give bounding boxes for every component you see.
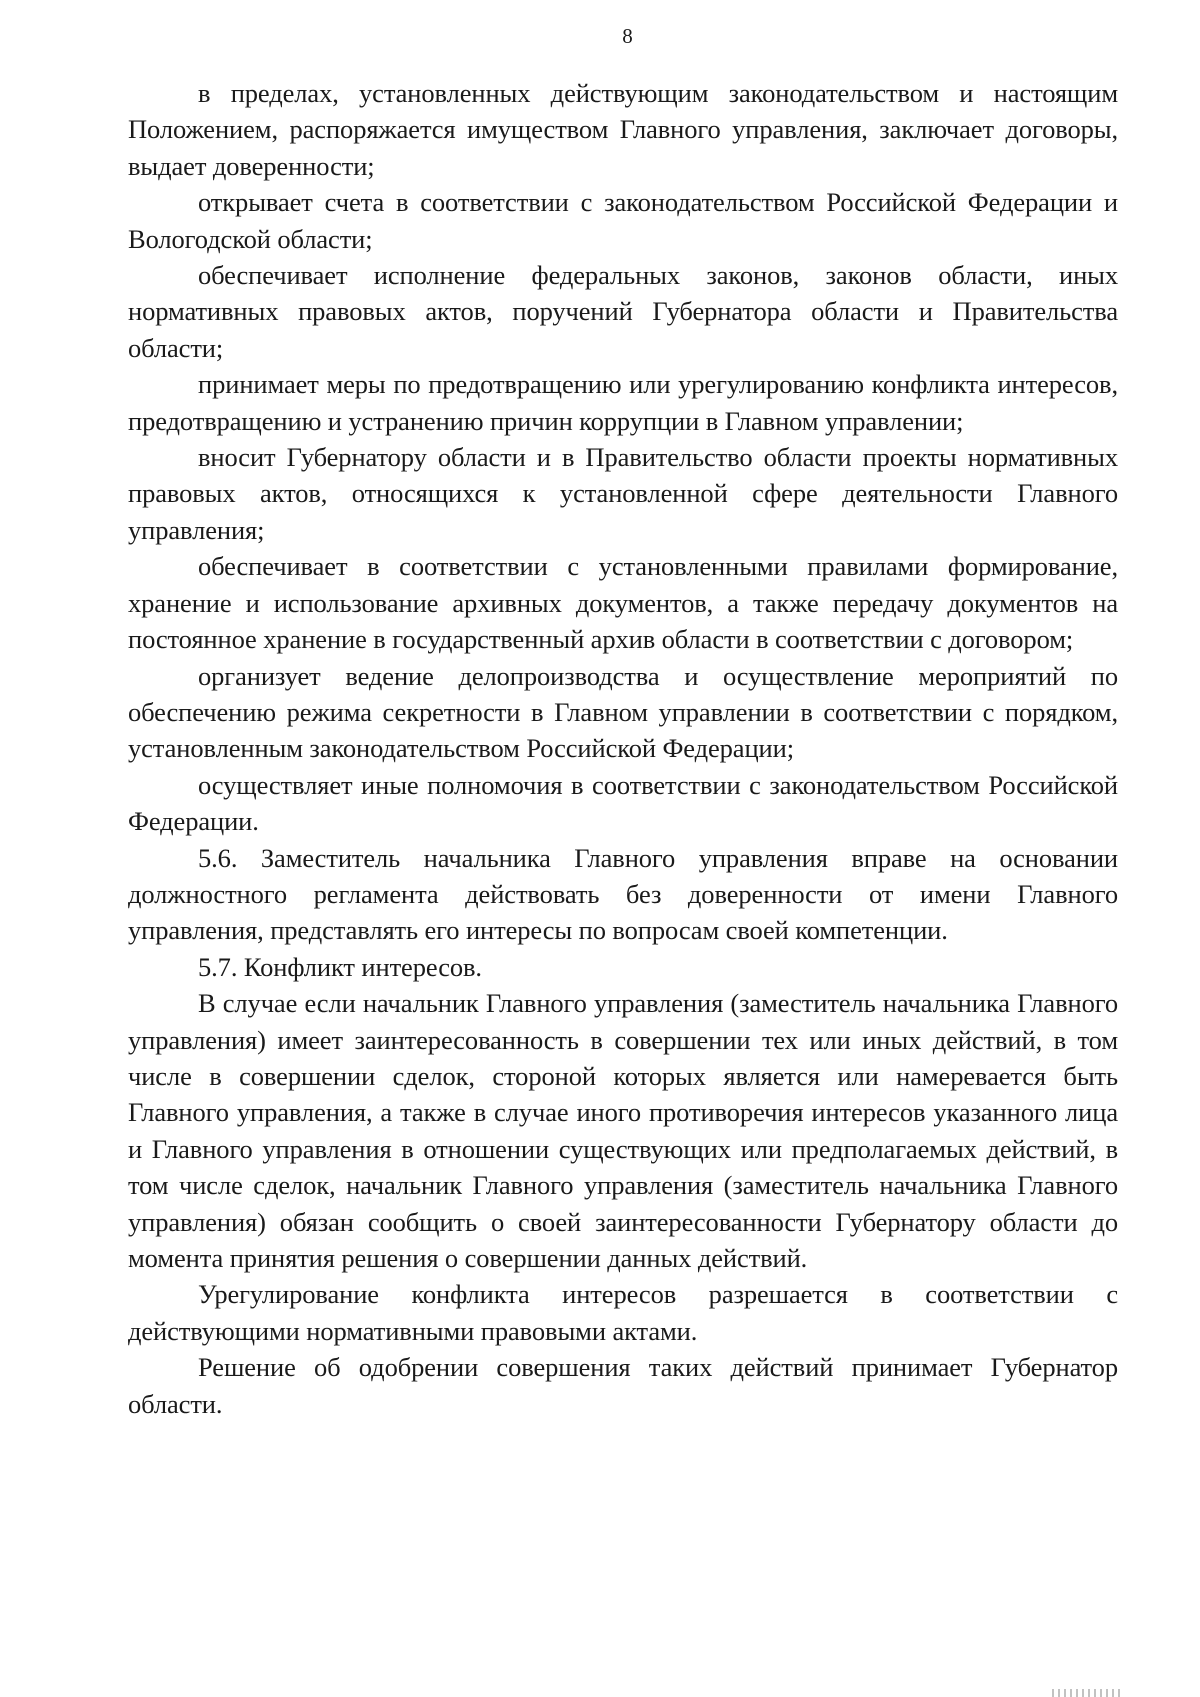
document-body bbox=[128, 75, 1118, 1422]
paragraph-archives: обеспечивает в соответствии с установленными правилами формирование, хранение и использование архивных документов, а также передачу документов на постоянное хранение в государственный архив области в соответствии с договором; bbox=[128, 551, 1118, 655]
paragraph-other-powers: осуществляет иные полномочия в соответствии с законодательством Российской Федерации. bbox=[128, 769, 1118, 837]
paragraph-conflict-case: В случае если начальник Главного управления (заместитель начальника Главного управления) имеет заинтересованность в совершении тех или иных действий, в том числе в совершении сделок, стороной которых является или намеревается быть Главного управления, а также в случае иного противоречия интересов указанного лица и Главного управления в отношении существующих или предполагаемых действий, в том числе сделок, начальник Главного управления (заместитель начальника Главного управления) обязан сообщить о своей заинтересованности Губернатору области до момента принятия решения о совершении данных действий. bbox=[128, 988, 1118, 1273]
page-number: 8 bbox=[622, 24, 633, 48]
scan-artifact bbox=[1052, 1689, 1122, 1697]
paragraph-secrecy: организует ведение делопроизводства и осуществление мероприятий по обеспечению режима секретности в Главном управлении в соответствии с порядком, установленным законодательством Российской Федерации; bbox=[128, 660, 1118, 764]
paragraph-section-5-7-heading: 5.7. Конфликт интересов. bbox=[198, 951, 482, 982]
paragraph-approval-decision: Решение об одобрении совершения таких действий принимает Губернатор области. bbox=[128, 1352, 1118, 1419]
paragraph-conflict-resolution: Урегулирование конфликта интересов разрешается в соответствии с действующими нормативными правовыми актами. bbox=[128, 1279, 1118, 1346]
paragraph-opens-accounts: открывает счета в соответствии с законодательством Российской Федерации и Вологодской области; bbox=[128, 187, 1118, 254]
paragraph-submits-drafts: вносит Губернатору области и в Правительство области проекты нормативных правовых актов, относящихся к установленной сфере деятельности Главного управления; bbox=[128, 442, 1118, 545]
paragraph-manages-property: в пределах, установленных действующим законодательством и настоящим Положением, распоряжается имуществом Главного управления, заключает договоры, выдает доверенности; bbox=[128, 78, 1118, 181]
paragraph-section-5-6: 5.6. Заместитель начальника Главного управления вправе на основании должностного регламента действовать без доверенности от имени Главного управления, представлять его интересы по вопросам своей компетенции. bbox=[128, 842, 1118, 946]
paragraph-ensures-execution: обеспечивает исполнение федеральных законов, законов области, иных нормативных правовых актов, поручений Губернатора области и Правительства области; bbox=[128, 260, 1118, 363]
paragraph-conflict-measures: принимает меры по предотвращению или урегулированию конфликта интересов, предотвращению и устранению причин коррупции в Главном управлении; bbox=[128, 369, 1118, 436]
